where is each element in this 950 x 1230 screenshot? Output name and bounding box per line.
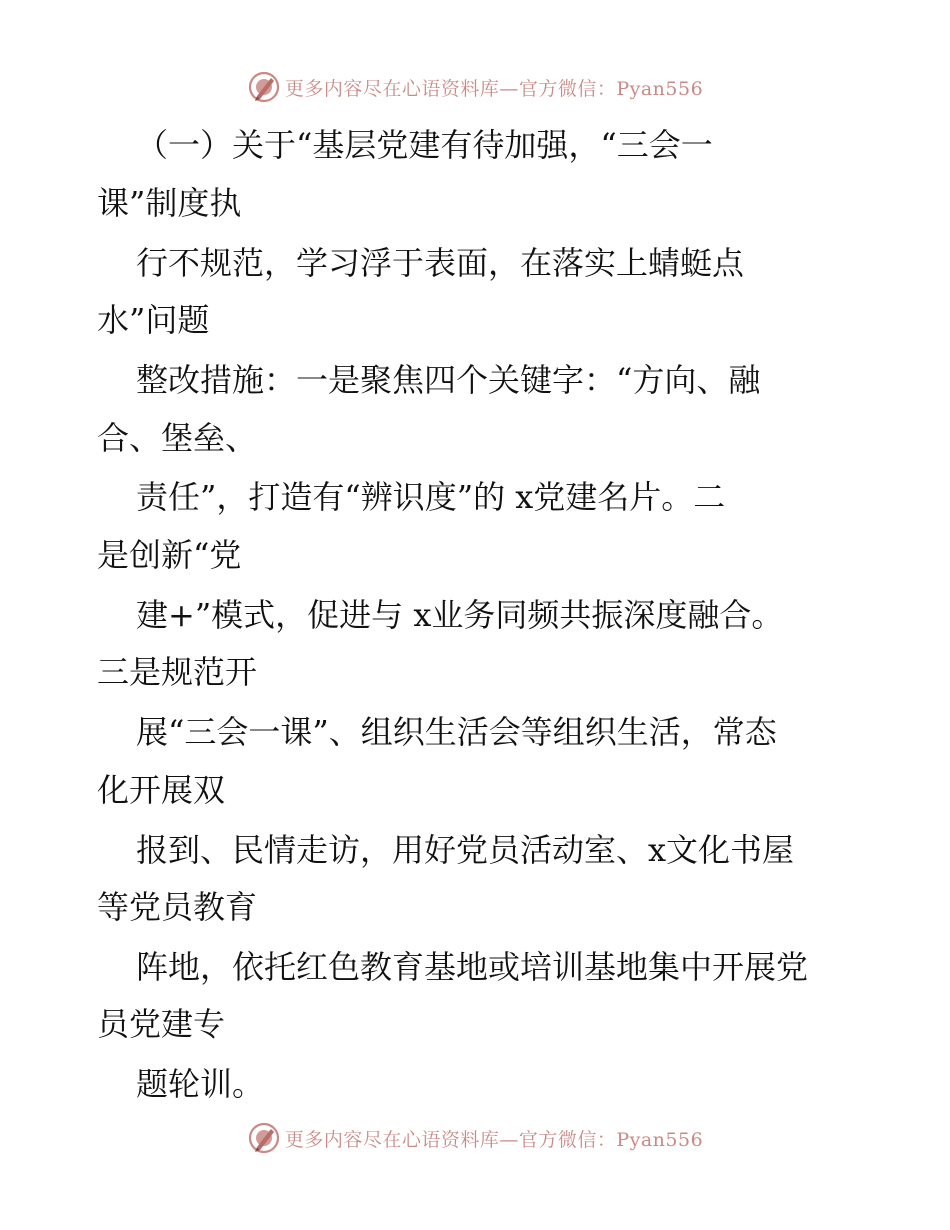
watermark-text: 更多内容尽在心语资料库—官方微信：Pyan556 <box>284 1128 704 1151</box>
text-line: 合、堡垒、 <box>97 419 258 457</box>
text-line: 是创新“党 <box>97 536 242 574</box>
text-line: 整改措施：一是聚焦四个关键字：“方向、融 <box>136 361 761 399</box>
text-line: 报到、民情走访，用好党员活动室、x文化书屋 <box>136 831 795 869</box>
text-line: 题轮训。 <box>136 1065 265 1103</box>
text-line: 建+”模式，促进与 x业务同频共振深度融合。 <box>136 596 784 634</box>
text-line: 课”制度执 <box>97 184 242 222</box>
pen-logo-icon <box>247 1121 281 1155</box>
footer-watermark <box>0 1121 950 1155</box>
text-line: （一）关于“基层党建有待加强，“三会一 <box>136 126 713 164</box>
text-line: 责任”，打造有“辨识度”的 x党建名片。二 <box>136 478 726 516</box>
text-line: 三是规范开 <box>97 653 258 691</box>
text-line: 员党建专 <box>97 1005 226 1043</box>
text-line: 等党员教育 <box>97 888 258 926</box>
text-line: 展“三会一课”、组织生活会等组织生活，常态 <box>136 713 777 751</box>
text-line: 化开展双 <box>97 771 226 809</box>
text-line: 行不规范，学习浮于表面，在落实上蜻蜓点 <box>136 244 745 282</box>
watermark-text: 更多内容尽在心语资料库—官方微信：Pyan556 <box>284 77 704 100</box>
text-line: 水”问题 <box>97 301 210 339</box>
text-line: 阵地，依托红色教育基地或培训基地集中开展党 <box>136 948 809 986</box>
